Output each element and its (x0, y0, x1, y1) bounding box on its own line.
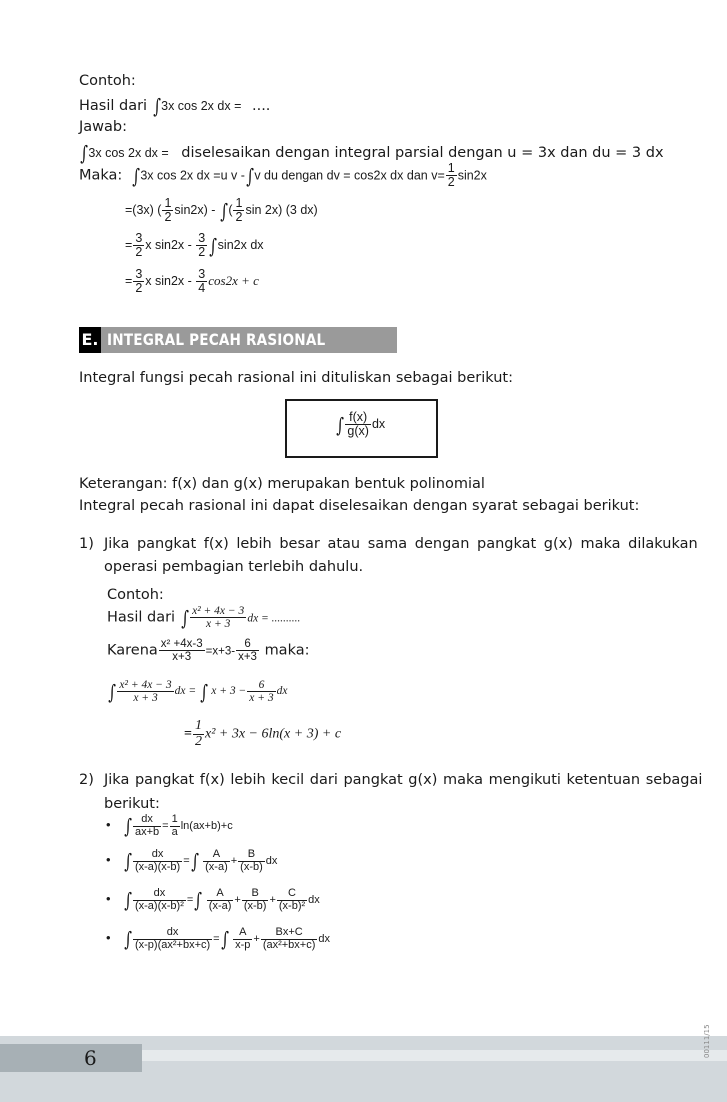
fraction: $\frac{3}{2}$ (135, 231, 143, 260)
integral-symbol: ∫ (190, 849, 199, 874)
step1-b: v du dengan dv = cos2x dx dan v= (254, 168, 445, 183)
answer-heading: Jawab: (79, 119, 127, 135)
fraction: $\frac{6}{x + 3}$ (249, 679, 274, 705)
item2-line2: berikut: (104, 796, 160, 812)
step-4: = $\frac{3}{2}$ x sin2x - $\frac{3}{4}$ cos2x + c (125, 267, 259, 296)
boxed-formula: ∫ $\frac{f(x)}{g(x)}$ dx (285, 399, 438, 458)
integral-symbol: ∫ (220, 927, 229, 952)
step1-c: sin2x (457, 168, 487, 183)
fraction: $\frac{1}{2}$ (194, 718, 202, 749)
question-integrand: 3x cos 2x dx = (161, 99, 242, 113)
section-header (79, 327, 397, 353)
fraction: $\frac{Bx+C}{\text{(ax²+bx+c)}}$ (262, 926, 316, 951)
fraction: $\frac{B}{(x-b)}$ (240, 848, 263, 873)
fraction: $\frac{6}{x+3}$ (238, 638, 257, 664)
fraction: $\frac{A}{(x-a)}$ (205, 848, 228, 873)
integral-symbol: ∫ (181, 605, 189, 630)
step-2: =(3x) ( $\frac{1}{2}$ sin2x) - ∫( $\frac{1}{2}$ sin 2x) (3 dx) (125, 196, 318, 225)
integral-symbol: ∫ (209, 233, 218, 258)
bullet-icon: • (106, 816, 111, 832)
question-dots: .... (251, 98, 271, 114)
item1-expansion: ∫ $\frac{\text{x² + 4x − 3}}{x + 3}$ dx = ∫ x + 3 − $\frac{6}{x + 3}$ dx (108, 679, 288, 705)
fraction: $\frac{dx}{\text{(x-p)(ax²+bx+c)}}$ (134, 926, 211, 951)
fraction: $\frac{\text{x² +4x-3}}{x+3}$ (160, 638, 203, 664)
integral-symbol: ∫ (108, 679, 117, 704)
fraction: $\frac{1}{2}$ (164, 196, 172, 225)
fraction: $\frac{1}{a}$ (171, 813, 178, 838)
keterangan-text: Keterangan: f(x) dan g(x) merupakan bentuk polinomial (79, 476, 485, 492)
section-letter: E. (79, 327, 101, 353)
integral-symbol: ∫ (246, 163, 255, 188)
formula-bullet-2: • ∫ $\frac{dx}{(x-a)(x-b)}$ =∫ $\frac{A}{(x-a)}$ + $\frac{B}{(x-b)}$ dx (106, 848, 278, 874)
item1-number: 1) (79, 536, 94, 552)
page-number-tab (0, 1044, 142, 1072)
integral-symbol: ∫ (123, 888, 132, 913)
fraction: $\frac{C}{\text{(x-b)²}}$ (278, 887, 306, 912)
page-number: 6 (84, 1046, 97, 1070)
step-3: = $\frac{3}{2}$ x sin2x - $\frac{3}{2}$ ∫sin2x dx (125, 231, 264, 260)
fraction: $\frac{dx}{ax+b}$ (134, 813, 160, 838)
intro-text: Integral fungsi pecah rasional ini dituliskan sebagai berikut: (79, 370, 513, 386)
fraction: $\frac{\text{x² + 4x − 3}}{x + 3}$ (192, 605, 245, 631)
fraction: $\frac{dx}{\text{(x-a)(x-b)²}}$ (134, 887, 184, 912)
fraction: $\frac{3}{4}$ (198, 267, 206, 296)
item1-question: Hasil dari ∫ $\frac{\text{x² + 4x − 3}}{x + 3}$ dx = .......... (107, 605, 301, 631)
fraction: $\frac{f(x)}{g(x)}$ (347, 410, 369, 439)
answer-integrand: 3x cos 2x dx = (88, 146, 169, 160)
integral-symbol: ∫ (123, 927, 132, 952)
print-code: 00111/15 (703, 1024, 711, 1058)
example-heading: Contoh: (79, 73, 136, 89)
integral-symbol: ∫ (132, 163, 141, 188)
item2-line1: Jika pangkat f(x) lebih kecil dari pangkat g(x) maka mengikuti ketentuan sebagai (104, 772, 703, 788)
question-prefix: Hasil dari (79, 98, 148, 114)
item1-line1: Jika pangkat f(x) lebih besar atau sama dengan pangkat g(x) maka dilakukan (104, 536, 698, 552)
integral-symbol: ∫ (123, 814, 132, 839)
section-title: INTEGRAL PECAH RASIONAL (107, 330, 326, 349)
item1-karena: Karena $\frac{\text{x² +4x-3}}{x+3}$ =x+3- $\frac{6}{x+3}$ maka: (107, 638, 310, 664)
integral-symbol: ∫ (200, 679, 209, 704)
bullet-icon: • (106, 929, 111, 945)
step-1 (79, 162, 487, 189)
fraction: $\frac{\text{x² + 4x − 3}}{x + 3}$ (119, 679, 172, 705)
fraction: $\frac{3}{2}$ (198, 231, 206, 260)
fraction: $\frac{1}{2}$ (235, 196, 243, 225)
formula-bullet-1: • ∫ $\frac{dx}{ax+b}$ = $\frac{1}{a}$ ln(ax+b)+c (106, 813, 233, 839)
item2-number: 2) (79, 772, 94, 788)
step1-a: 3x cos 2x dx =u v - (140, 168, 245, 183)
integral-symbol: ∫ (336, 412, 345, 437)
question-line (79, 94, 270, 118)
syarat-text: Integral pecah rasional ini dapat diselesaikan dengan syarat sebagai berikut: (79, 498, 640, 514)
fraction: $\frac{3}{2}$ (135, 267, 143, 296)
answer-text: diselesaikan dengan integral parsial dengan u = 3x dan du = 3 dx (181, 145, 664, 161)
fraction: $\frac{B}{(x-b)}$ (243, 887, 267, 912)
integral-symbol: ∫ (153, 94, 161, 118)
formula-bullet-3: • ∫ $\frac{dx}{\text{(x-a)(x-b)²}}$ =∫ $\frac{A}{(x-a)}$ + $\frac{B}{(x-b)}$ + $\frac{C}{\text{(x-b)²}}$ dx (106, 887, 320, 913)
bullet-icon: • (106, 890, 111, 906)
bullet-icon: • (106, 851, 111, 867)
item1-line2: operasi pembagian terlebih dahulu. (104, 559, 364, 575)
integral-symbol: ∫ (220, 198, 229, 223)
item1-result: = $\frac{1}{2}$ x² + 3x − 6ln(x + 3) + c (184, 718, 342, 749)
integral-symbol: ∫ (194, 888, 203, 913)
fraction: $\frac{dx}{(x-a)(x-b)}$ (134, 848, 181, 873)
item1-contoh: Contoh: (107, 587, 164, 603)
fraction: $\frac{1}{2}$ (447, 161, 455, 190)
maka-label: Maka: (79, 167, 123, 184)
fraction: $\frac{A}{x-p}$ (235, 926, 251, 951)
formula-bullet-4: • ∫ $\frac{dx}{\text{(x-p)(ax²+bx+c)}}$ =∫ $\frac{A}{x-p}$ + $\frac{Bx+C}{\text{(ax²+bx+c)}}$ dx (106, 926, 331, 952)
integral-symbol: ∫ (80, 141, 89, 165)
fraction: $\frac{A}{(x-a)}$ (208, 887, 232, 912)
integral-symbol: ∫ (123, 849, 132, 874)
